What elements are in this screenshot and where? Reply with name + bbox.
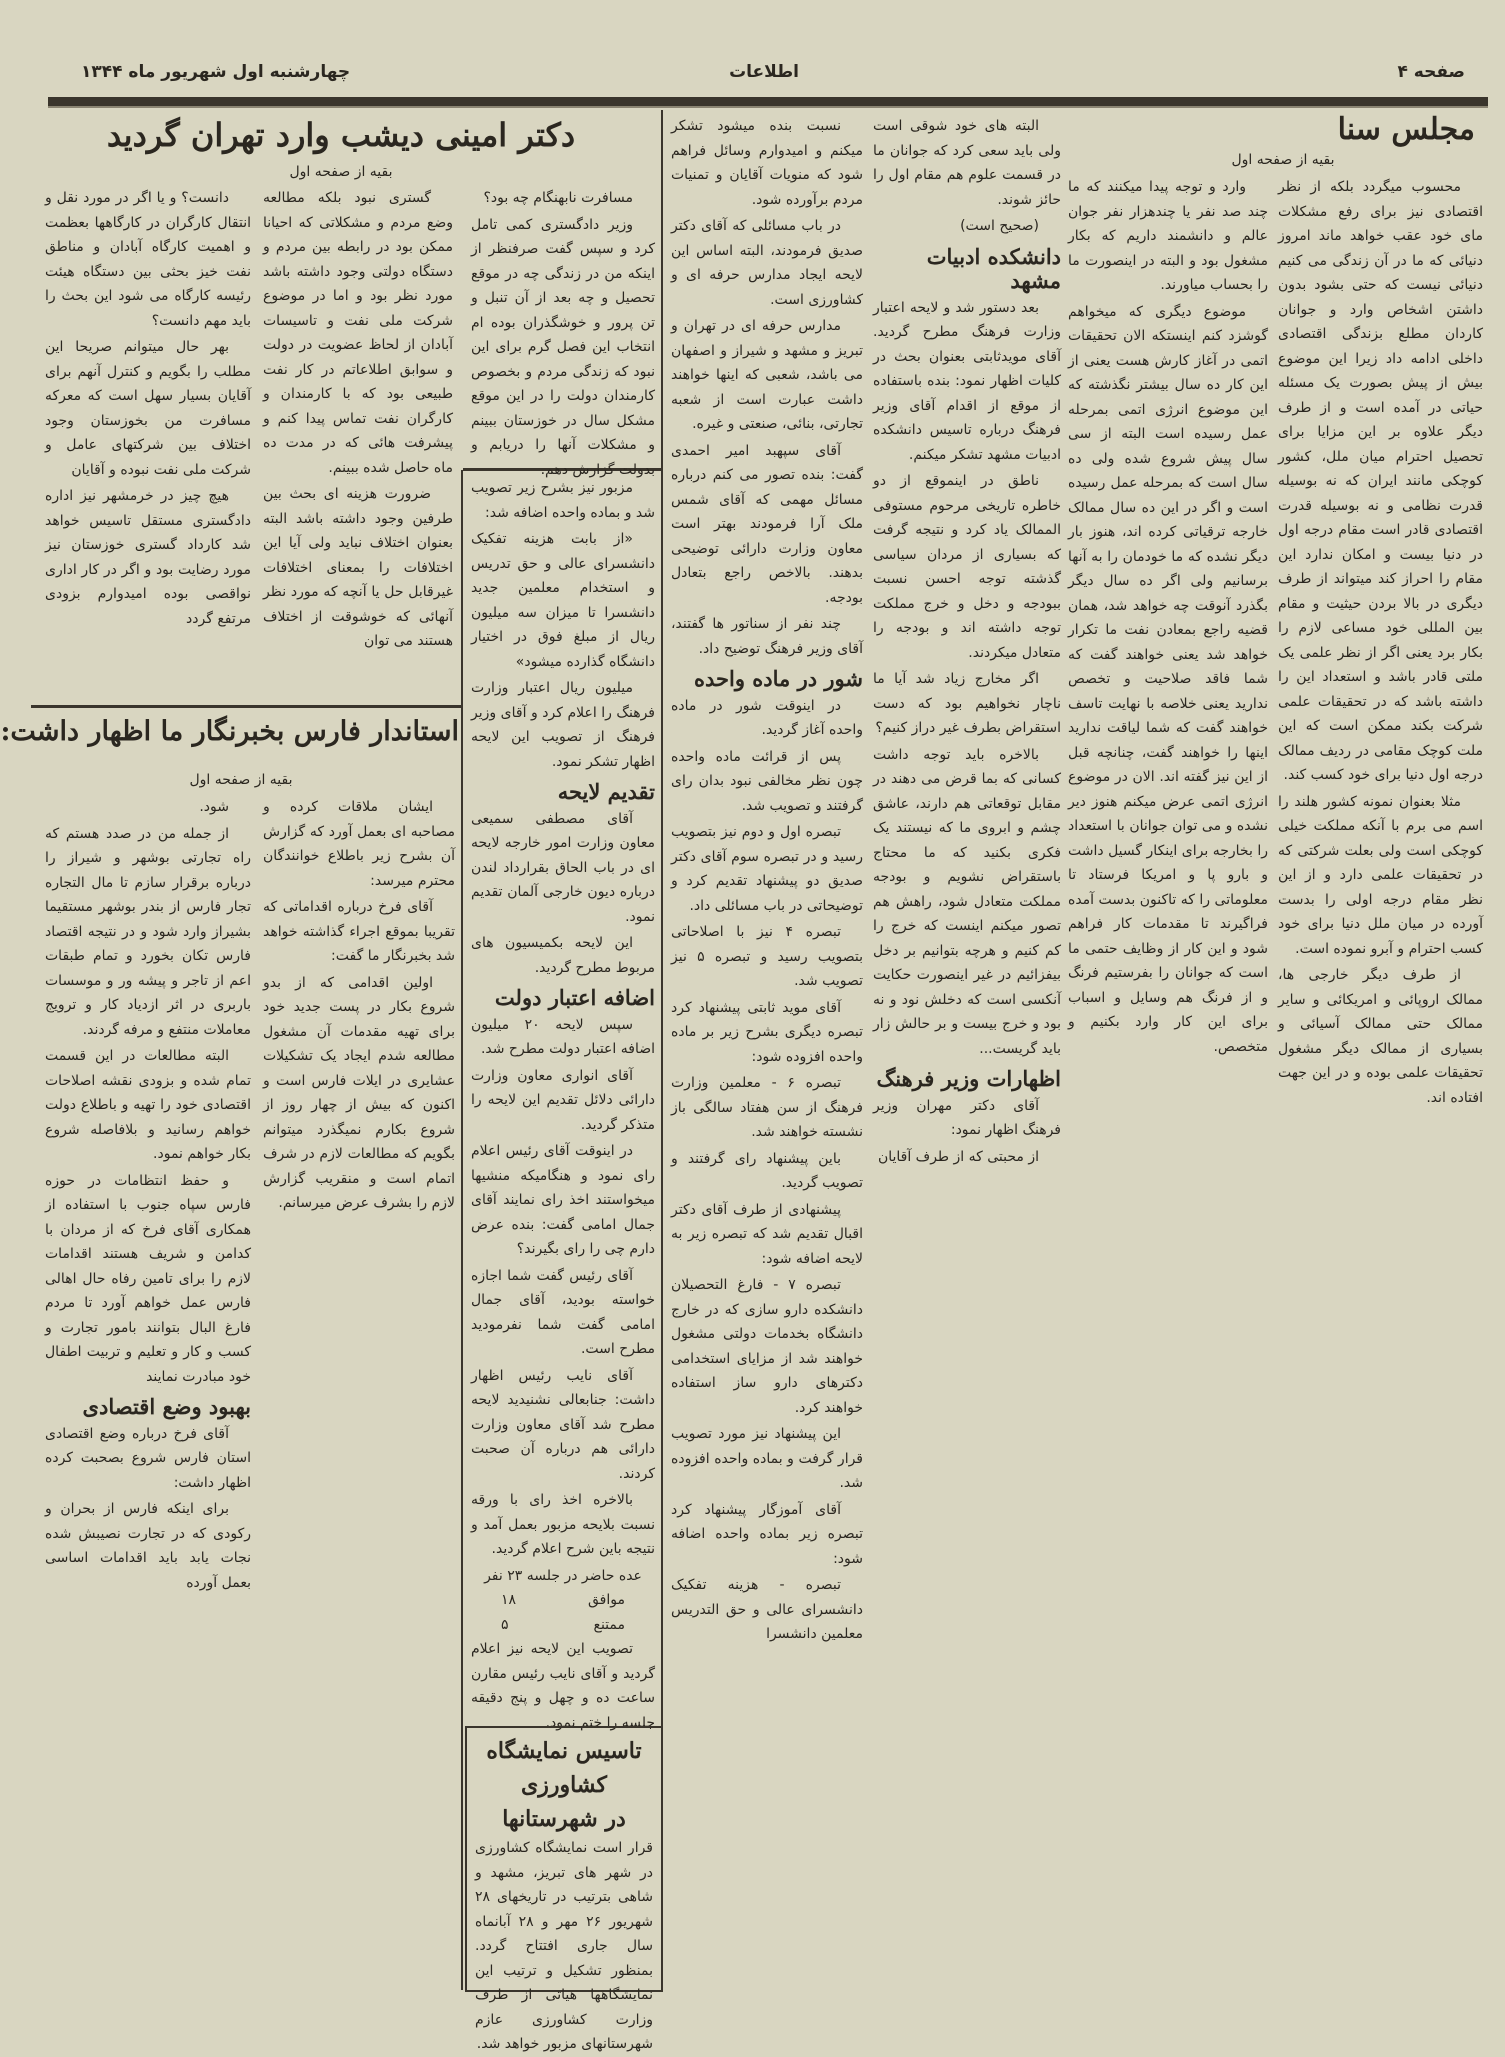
paragraph: اولین اقدامی که از بدو شروع بکار در پست جدید خود برای تهیه مقدمات آن مشغول مطالعه شدم ایجاد یک تشکیلات عشایری در ایلات فارس است و اکنون که بیش از چهار روز از شروع بکارم نمیگذرد میتوانم بگویم که مطالعات لازم در شرف اتمام است و منقریب گزارش لازم را بشرف عرض میرسانم.: [263, 974, 455, 1211]
senate-column-2: [1068, 175, 1268, 1990]
subheading: شور در ماده واحده: [694, 666, 863, 691]
agriculture-body: قرار است نمایشگاه کشاورزی در شهر های تبریز، مشهد و شاهی بترتیب در تاریخهای ۲۸ شهریور ۲۶ مهر و ۲۸ آبانماه سال جاری افتتاح گردد. بمنظور تشکیل و ترتیب این نمایشگاهها هیاتی از طرف وزارت کشاورزی عازم شهرستانهای مزبور خواهد شد.: [475, 1840, 654, 2052]
paragraph: میلیون ریال اعتبار وزارت فرهنگ را اعلام کرد و آقای وزیر فرهنگ از تصویب این لایحه اظهار تشکر نمود.: [471, 680, 655, 770]
paragraph: ضرورت هزینه ای بحث بین طرفین وجود داشته باشد البته بعنوان اختلاف نباید ولی آیا این اختلافات را بمعنای اختلافات غیرقابل حل یا آنچه که مورد نظر آنهائی که خوشوقت از اختلاف هستند می توان: [263, 486, 453, 649]
paragraph: پیشنهادی از طرف آقای دکتر اقبال تقدیم شد که تبصره زیر به لایحه اضافه شود:: [671, 1201, 863, 1267]
paragraph: دانست؟ و یا اگر در مورد نقل و انتقال کارگران در کارگاهها بعظمت و اهمیت کارگاه آبادان و مناطق نفت خیز بحثی بین دستگاه هیئت رئیسه کارگاه می شود این بحث را باید مهم دانست؟: [45, 190, 251, 329]
paragraph: آقای فرخ درباره اقداماتی که تقریبا بموقع اجراء گذاشته خواهد شد بخبرنگار ما گفت:: [263, 899, 455, 964]
paragraph: البته مطالعات در این قسمت تمام شده و بزودی نقشه اصلاحات اقتصادی خود را تهیه و باطلاع دولت خواهم رسانید و بلافاصله شروع بکار خواهم نمود.: [45, 1048, 251, 1162]
paragraph: آقای دکتر مهران وزیر فرهنگ اظهار نمود:: [873, 1097, 1061, 1138]
subheading: بهبود وضع اقتصادی: [82, 1394, 251, 1419]
paragraph: مثلا بعنوان نمونه کشور هلند را اسم می برم با آنکه مملکت خیلی کوچکی است ولی بعلت شرکتی که در تحقیقات علمی دارد و از این نظر مقام درجه اولی را بدست آورده در میان ملل دنیا برای خود کسب احترام و آبرو نموده است.: [1278, 793, 1483, 957]
paragraph: بهر حال میتوانم صریحا این مطلب را بگویم و کنترل آنهم برای آقایان بسیار سهل است که معرکه مسافرت من بخوزستان وجود اختلاف بین شرکتهای عامل و شرکت ملی نفت نبوده و آقایان: [45, 339, 251, 478]
paragraph: هیچ چیز در خرمشهر نیز اداره دادگستری مستقل تاسیس خواهد شد کارداد گستری خوزستان نیز مورد رضایت بود و اگر در کار اداری نواقصی بوده امیدوارم بزودی مرتفع گردد: [45, 488, 251, 627]
paragraph: آقای رئیس گفت شما اجازه خواسته بودید، آقای جمال امامی گفت شما نفرمودید مطرح است.: [471, 1267, 655, 1357]
paragraph: بالاخره باید توجه داشت کسانی که بما قرض می دهند در مقابل توقعاتی هم دارند، عاشق چشم و ابروی ما که نیستند یک فکری بکنید که ما محتاج باستقراض نشویم و بودجه مملکت متعادل شود، راهش هم تصور میکنم اینست که خرج را کم کنیم و هرچه بتوانیم بر دخل بیفزائیم در غیر اینصورت حکایت آنکسی است که دخلش نود و نه بود و خرج بیست و بر حالش زار باید گریست...: [873, 746, 1061, 1057]
paragraph: آقای مصطفی سمیعی معاون وزارت امور خارجه لایحه ای در باب الحاق بقرارداد لندن درباره دیون خارجی آلمان تقدیم نمود.: [471, 810, 655, 925]
vote-total: عده حاضر در جلسه ۲۳ نفر: [484, 1567, 642, 1584]
subheading: اظهارات وزیر فرهنگ: [876, 1066, 1061, 1091]
paragraph: مدارس حرفه ای در تهران و تبریز و مشهد و شیراز و اصفهان می باشد، شعبی که اینها خواهند داشت عبارت است از شعبه تجارتی، بنائی، صنعتی و غیره.: [671, 318, 863, 432]
paragraph: بعد دستور شد و لایحه اعتبار وزارت فرهنگ مطرح گردید. آقای مویدثابتی بعنوان بحث در کلیات اظهار نمود: بنده باستفاده از موقع از اقدام آقای وزیر فرهنگ درباره تاسیس دانشکده ادبیات مشهد تشکر میکنم.: [873, 299, 1061, 463]
paragraph: گستری نبود بلکه مطالعه وضع مردم و مشکلاتی که احیانا ممکن بود در رابطه بین مردم و دستگاه دولتی وجود داشته باشد مورد نظر بود و اما در موضوع شرکت ملی نفت و تاسیسات آبادان از لحاظ عضویت در دولت و سوابق اطلاعاتم در کار نفت طبیعی بود که با کارمندان و کارگران نفت تماس پیدا کنم و پیشرفت هائی که در مدت ده ماه حاصل شده ببینم.: [263, 190, 453, 476]
column-divider: [661, 110, 663, 1990]
vote-count: ۵: [501, 1616, 509, 1633]
fars-column-1: [263, 795, 455, 1990]
paragraph: «از بابت هزینه تفکیک دانشسرای عالی و حق تدریس و استخدام معلمین جدید دانشسرا تا میزان سه میلیون ریال از مبلغ فوق در اختیار دانشگاه گذارده میشود»: [471, 531, 655, 670]
paragraph: و حفظ انتظامات در حوزه فارس سپاه جنوب با استفاده از همکاری آقای فرخ که از مردان با کدامن و شریف هستند اقدامات لازم را برای تامین رفاه حال اهالی فارس عمل خواهم آورد تا مردم فارغ البال بتوانند بامور تجارت و کسب و کار و تعلیم و تربیت اطفال خود مبادرت نمایند: [45, 1172, 251, 1385]
paragraph: سپس لایحه ۲۰ میلیون اضافه اعتبار دولت مطرح شد.: [471, 1016, 655, 1057]
paragraph: تصویب این لایحه نیز اعلام گردید و آقای نایب رئیس مقارن ساعت ده و چهل و پنج دقیقه جلسه را ختم نمود.: [471, 1641, 655, 1731]
senate-headline: مجلس سنا: [1337, 112, 1475, 147]
paragraph: تبصره - هزینه تفکیک دانشسرای عالی و حق التدریس معلمین دانشسرا: [671, 1577, 863, 1642]
paragraph: مزبور نیز بشرح زیر تصویب شد و بماده واحده اضافه شد:: [471, 480, 655, 521]
fars-column-2: [45, 795, 251, 1990]
subheading: دانشکده ادبیات مشهد: [926, 243, 1061, 293]
vote-label: موافق: [588, 1592, 625, 1608]
vote-count: ۱۸: [501, 1592, 517, 1608]
paragraph: البته های خود شوقی است ولی باید سعی کرد که جوانان ما در قسمت علوم هم مقام اول را حائز شوند.: [873, 118, 1061, 208]
paragraph: وارد و توجه پیدا میکنند که ما چند صد نفر یا چندهزار نفر جوان عالم و دانشمند داریم که بکار مشغول بود و البته در اینصورت ما را بحساب میاورند.: [1068, 179, 1268, 293]
paragraph: ایشان ملاقات کرده و مصاحبه ای بعمل آورد که گزارش آن بشرح زیر باطلاع خوانندگان محترم میرسد:: [263, 799, 455, 889]
senate-column-5: [471, 476, 655, 1731]
amini-column-3: [45, 186, 251, 701]
fars-headline: استاندار فارس بخبرنگار ما اظهار داشت:: [0, 716, 459, 747]
paragraph: آقای نایب رئیس اظهار داشت: جنابعالی نشنیدید لایحه مطرح شد آقای معاون وزارت دارائی هم درباره آن صحبت کردند.: [471, 1367, 655, 1482]
paragraph: آقای آموزگار پیشنهاد کرد تبصره زیر بماده واحده اضافه شود:: [671, 1501, 863, 1567]
issue-date: چهارشنبه اول شهریور ماه ۱۳۴۴: [81, 62, 351, 82]
paragraph: آقای انواری معاون وزارت دارائی دلائل تقدیم این لایحه را متذکر گردید.: [471, 1067, 655, 1133]
paragraph: تبصره ۷ - فارغ التحصیلان دانشکده دارو سازی که در خارج دانشگاه بخدمات دولتی مشغول خواهند شد از مزایای استخدامی دکترهای دارو ساز استفاده خواهند کرد.: [671, 1277, 863, 1416]
section-divider: [31, 705, 461, 708]
paragraph: اگر مخارج زیاد شد آیا ما ناچار نخواهیم بود که دست استقراض بطرف غیر دراز کنیم؟: [873, 671, 1061, 736]
paragraph: ناطق در اینموقع از دو خاطره تاریخی مرحوم مستوفی الممالک یاد کرد و نتیجه گرفت که بسیاری از مردان سیاسی گذشته توجه احسن نسبت ببودجه و دخل و خرج مملکت توجه داشته اند و بودجه را متعادل میکردند.: [873, 473, 1061, 661]
amini-column-1: [471, 186, 655, 478]
paragraph: برای اینکه فارس از بحران و رکودی که در تجارت نصیبش شده نجات یابد باید اقدامات اساسی بعمل آورده: [45, 1501, 251, 1591]
paragraph: در اینوقت آقای رئیس اعلام رای نمود و هنگامیکه منشیها میخواستند اخذ رای نمایند آقای جمال امامی گفت: بنده عرض دارم چی را رای بگیرند؟: [471, 1143, 655, 1257]
agriculture-headline-line-2: در شهرستانها: [502, 1806, 626, 1832]
paragraph: باین پیشنهاد رای گرفتند و تصویب گردید.: [671, 1150, 863, 1191]
paragraph: وزیر دادگستری کمی تامل کرد و سپس گفت صرفنظر از اینکه من در زندگی چه در موقع تحصیل و چه بعد از آن تنبل و تن پرور و خوشگذران بوده ام انتخاب این فصل گرم برای این نبود که زندگی مردم و بخصوص کارمندان دولت را در این موقع مشکل سال در خوزستان ببینم و مشکلات آنها را دریابم و بدولت گزارش دهم.: [471, 216, 655, 478]
paragraph: در اینوقت شور در ماده واحده آغاز گردید.: [671, 697, 863, 738]
paragraph: تبصره اول و دوم نیز بتصویب رسید و در تبصره سوم آقای دکتر صدیق دو پیشنهاد تقدیم کرد و توضیحاتی در باب مسائلی داد.: [671, 824, 863, 914]
senate-column-1: [1278, 175, 1483, 1990]
paragraph: (صحیح است): [960, 218, 1039, 234]
subheading: اضافه اعتبار دولت: [494, 985, 655, 1010]
paragraph: آقای سپهبد امیر احمدی گفت: بنده تصور می کنم درباره مسائل مهمی که آقای شمس ملک آرا فرمودند بهتر است معاون وزارت دارائی توضیحی بدهند. بالاخص راجع بتعادل بودجه.: [671, 442, 863, 606]
fars-continued-note: بقیه از صفحه اول: [189, 772, 293, 788]
vote-row: [471, 1613, 655, 1638]
amini-column-2: [263, 186, 453, 701]
paragraph: شود.: [199, 799, 229, 815]
paragraph: این پیشنهاد نیز مورد تصویب قرار گرفت و بماده واحده افزوده شد.: [671, 1426, 863, 1491]
paragraph: در باب مسائلی که آقای دکتر صدیق فرمودند، البته اساس این لایحه ایجاد مدارس حرفه ای و کشاورزی است.: [671, 218, 863, 308]
paragraph: این لایحه بکمیسیون های مربوط مطرح گردید.: [471, 935, 655, 976]
agriculture-headline-line-1: تاسیس نمایشگاه کشاورزی: [486, 1738, 642, 1798]
paragraph: مسافرت نابهنگام چه بود؟: [483, 190, 633, 206]
amini-continued-note: بقیه از صفحه اول: [289, 164, 393, 180]
paragraph: آقای موید ثابتی پیشنهاد کرد تبصره دیگری بشرح زیر بر ماده واحده افزوده شود:: [671, 999, 863, 1065]
paragraph: نسبت بنده میشود تشکر میکنم و امیدوارم وسائل فراهم شود که منویات آقایان و تمنیات مردم برآورده شود.: [671, 118, 863, 208]
senate-column-4: [671, 114, 863, 1990]
masthead-rule: [48, 97, 1488, 108]
paragraph: موضوع دیگری که میخواهم گوشزد کنم اینستکه الان تحقیقات اتمی در آغاز کارش هست یعنی از این کار ده سال بیشتر نگذشته که این موضوع انرژی اتمی بمرحله عمل رسیده است البته از سی سال پیش شروع شده ولی ده سال است که بمرحله عمل رسیده است و اگر در این ده سال ممالک خارجه ترقیاتی کرده اند، هنوز بار دیگر نشده که ما خودمان را به آنها برسانیم ولی اگر ده سال دیگر بگذرد آنوقت چه خواهد شد، همان قضیه راجع بمعادن نفت ما تکرار خواهد شد یعنی خواهند گفت که شما فاقد صلاحیت و تخصص ندارید یعنی خلاصه با نهایت تاسف خواهند گفت که شما لیاقت ندارید اینها را خواهند گفت، چنانچه قبل از این نیز گفته اند. الان در موضوع انرژی اتمی عرض میکنم هنوز دیر نشده و می توان جوانان با استعداد را بخارجه برای اینکار گسیل داشت و بارو پا و امریکا فرستاد تا معلوماتی را که تاکنون بدست آمده فراگیرند تا مقدمات کار فراهم شود و این کار از وظایف حتمی ما است که جوانان را بفرستیم فرنگ و از فرنگ هم وسایل و اسباب برای این کار وارد بکنیم و متخصص.: [1068, 303, 1268, 1055]
page-number: صفحه ۴: [1397, 62, 1465, 82]
paragraph: از طرف دیگر خارجی ها، ممالک اروپائی و امریکائی و سایر ممالک حتی ممالک آسیائی و بسیاری از ممالک دیگر مشغول تحقیقات علمی بوده و در این جهت افتاده اند.: [1278, 967, 1483, 1106]
paragraph: از جمله من در صدد هستم که راه تجارتی بوشهر و شیراز را درباره برقرار سازم تا مال التجاره تجار فارس از بندر بوشهر مستقیما بشیراز وارد شود و در نتیجه اقتصاد فارس تکان بخورد و تمام طبقات اعم از تاجر و پیشه ور و موسسات باربری در اثر ازدیاد کار و ترویج معاملات منتفع و مرفه گردند.: [45, 825, 251, 1038]
vote-label: ممتنع: [593, 1616, 625, 1633]
paragraph: تبصره ۴ نیز با اصلاحاتی بتصویب رسید و تبصره ۵ نیز تصویب شد.: [671, 924, 864, 989]
paragraph: پس از قرائت ماده واحده چون نظر مخالفی نبود بدان رای گرفتند و تصویب شد.: [671, 748, 863, 814]
paragraph: محسوب میگردد بلکه از نظر اقتصادی نیز برای رفع مشکلات مای خود عقب خواهد ماند امروز دنیائی که ما در آن زندگی می کنیم دنیائی نیست که حتی بشود بدون داشتن اشخاص وارد و جوانان کاردان مطلع بزندگی اقتصادی داخلی ادامه داد زیرا این موضوع بیش از پیش بصورت یک مسئله حیاتی در آمده است و از طرف دیگر علاوه بر این مزایا برای تحصیل احترام میان ملل، کشور کوچکی مانند ایران که نه بوسیله قدرت نظامی و نه بوسیله قدرت اقتصادی قادر است مقام درجه اول در دنیا بیست و امکان ندارد این مقام را احراز کند میتواند از طرف دیگری در بالا بردن حیثیت و مقام بین المللی خود مساعی لازم را بکار برد یعنی اگر از نظر علمی یک ملتی قادر باشد و استعداد این را داشته باشد که در تحقیقات علمی شرکت بکند ممکن است که این ملت کوچک مقامی در ردیف ممالک درجه اول دنیا برای خود کسب کند.: [1278, 179, 1483, 783]
paragraph: تبصره ۶ - معلمین وزارت فرهنگ از سن هفتاد سالگی باز نشسته خواهند شد.: [671, 1075, 863, 1140]
senate-column-3: [873, 114, 1061, 1990]
amini-headline: دکتر امینی دیشب وارد تهران گردید: [106, 116, 576, 154]
column-divider: [461, 470, 463, 1990]
agriculture-exhibition-box: [465, 1726, 663, 2052]
senate-continued-note: بقیه از صفحه اول: [1231, 152, 1335, 168]
subheading: تقدیم لایحه: [557, 779, 655, 804]
paragraph: از محبتی که از طرف آقایان: [877, 1148, 1039, 1165]
paper-name: اطلاعات: [729, 62, 799, 82]
paragraph: بالاخره اخذ رای با ورقه نسبت بلایحه مزبور بعمل آمد و نتیجه باین شرح اعلام گردید.: [471, 1492, 655, 1557]
paragraph: آقای فرخ درباره وضع اقتصادی استان فارس شروع بصحبت کرده اظهار داشت:: [45, 1425, 251, 1491]
paragraph: چند نفر از سناتور ها گفتند، آقای وزیر فرهنگ توضیح داد.: [671, 616, 863, 657]
vote-row: [471, 1588, 655, 1613]
